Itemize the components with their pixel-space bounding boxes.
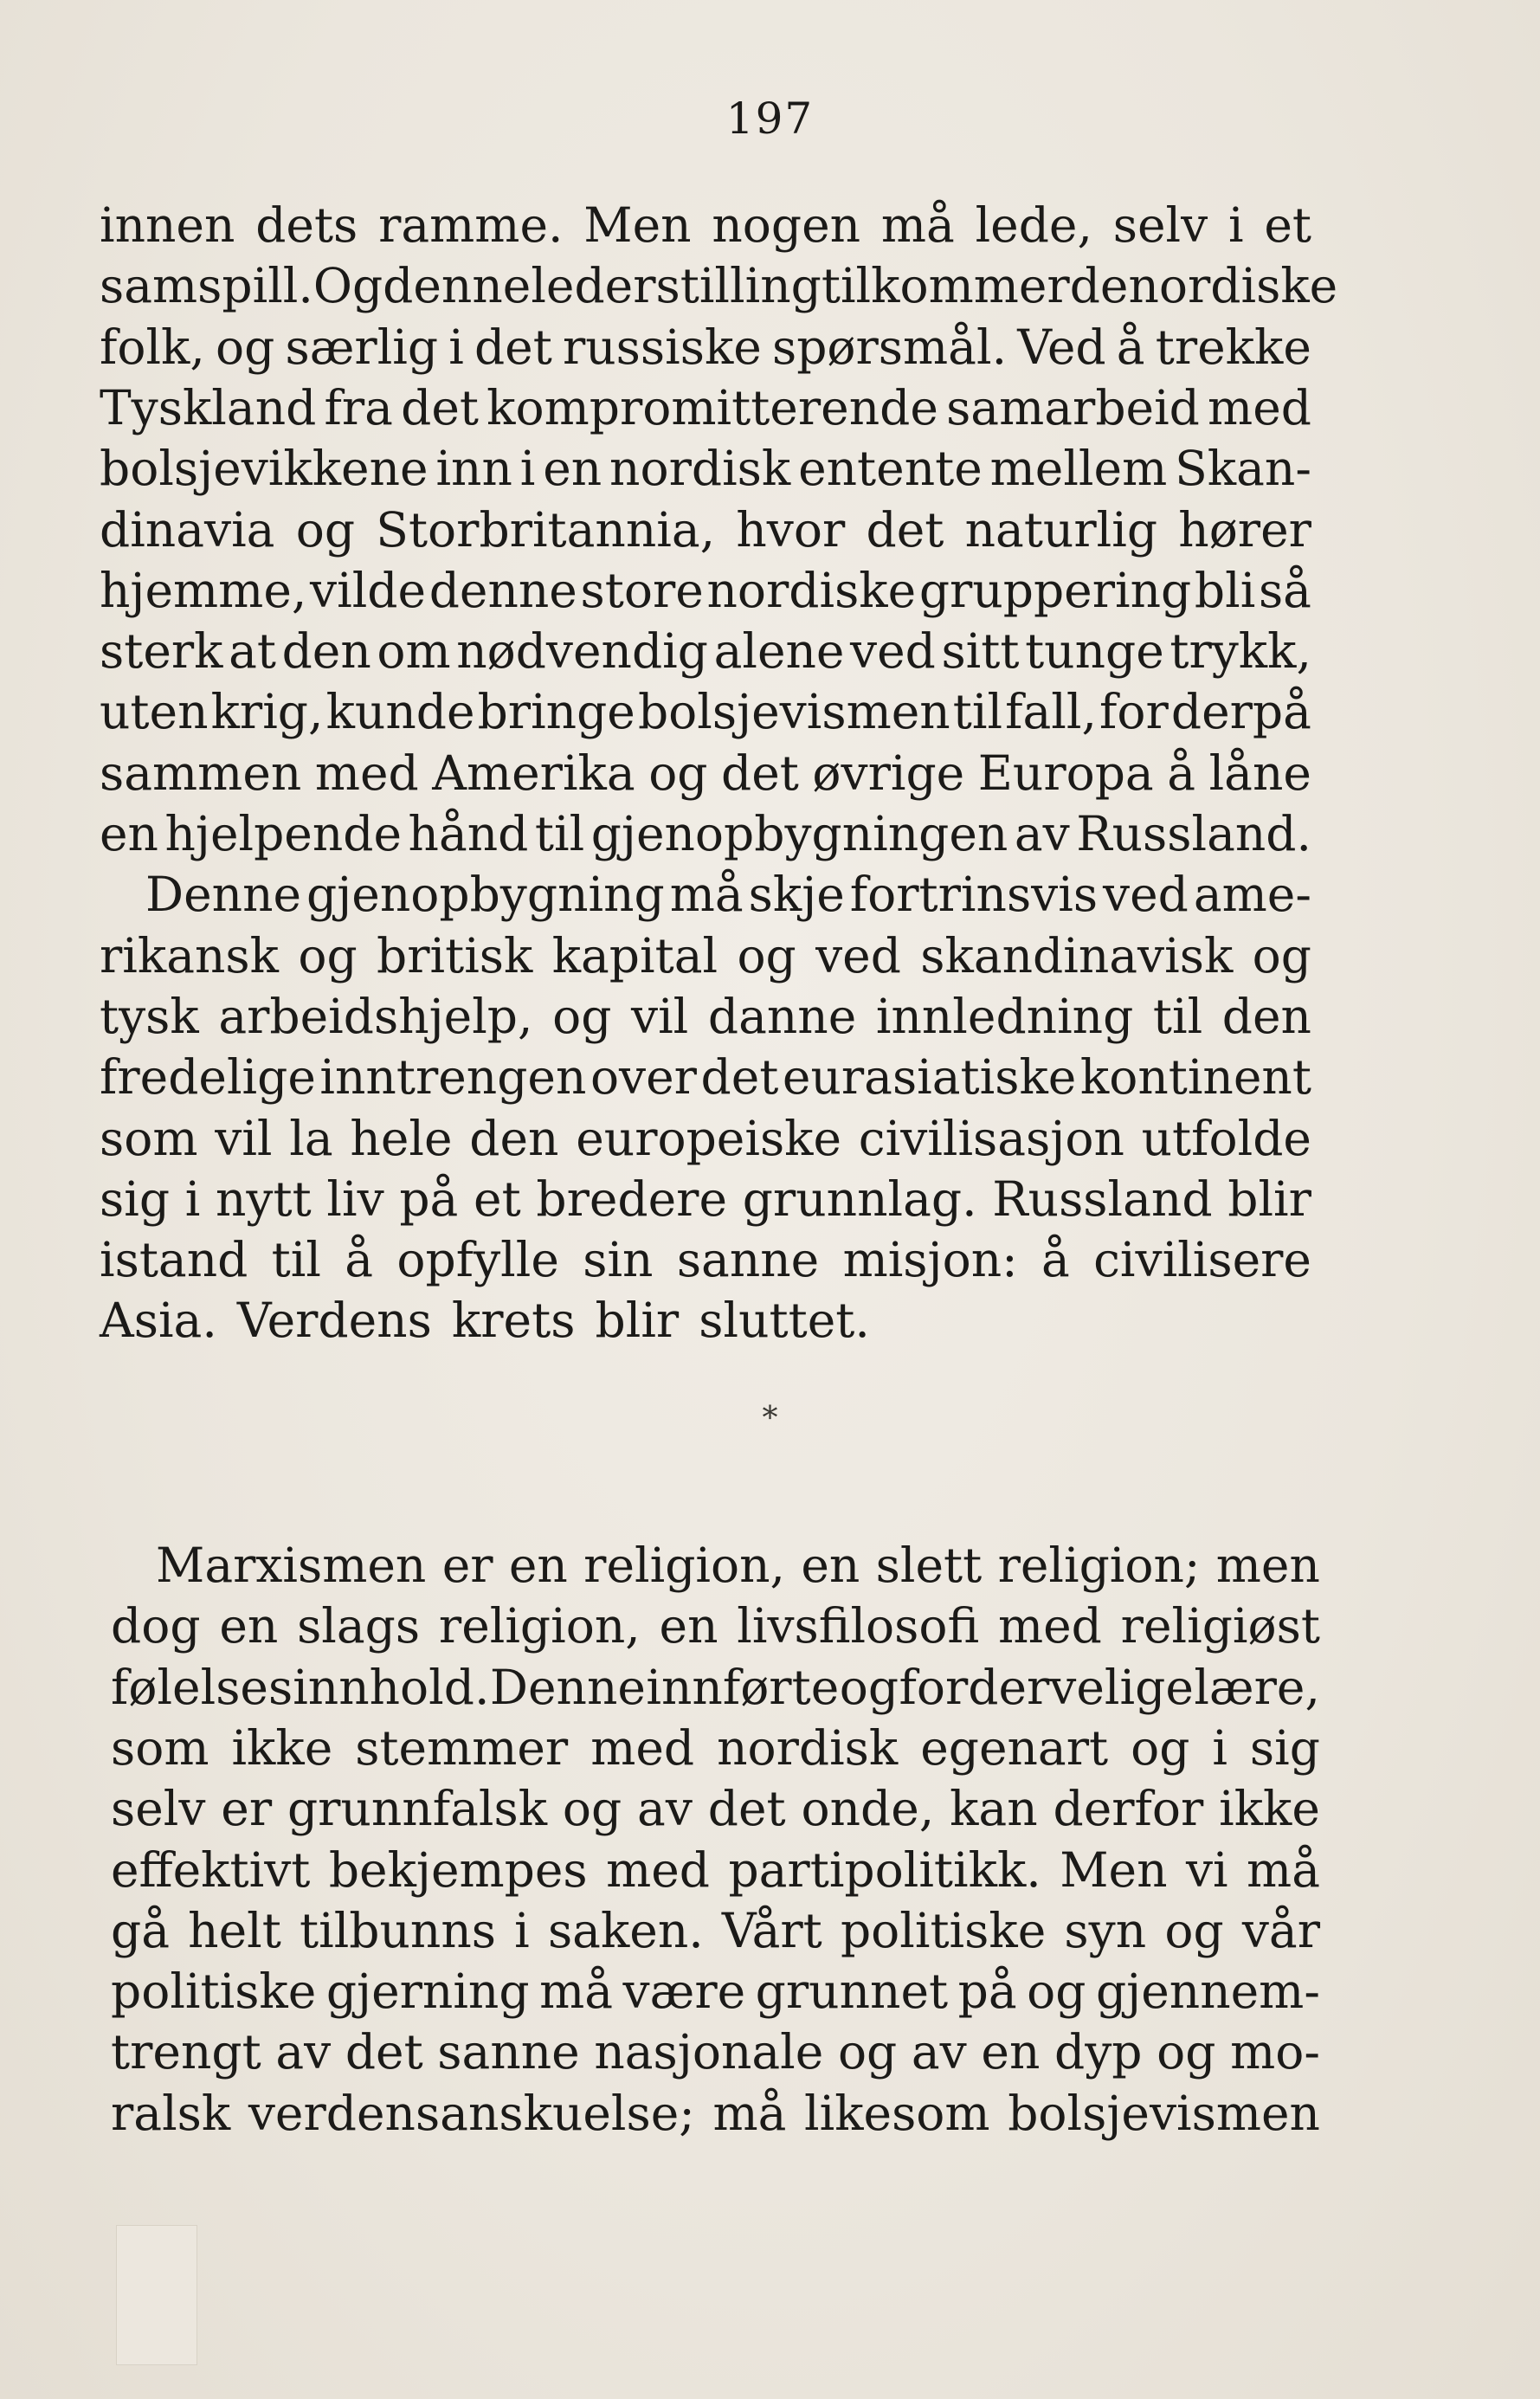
word: eurasiatiske — [782, 1049, 1077, 1105]
word: onde, — [801, 1781, 935, 1836]
word: arbeidshjelp, — [218, 989, 533, 1044]
word: det — [721, 745, 799, 801]
word: det — [700, 1049, 779, 1105]
word: kan — [950, 1781, 1038, 1836]
word: religion, — [583, 1538, 786, 1593]
word: dog — [111, 1598, 201, 1654]
word: grunnet — [755, 1964, 949, 2019]
word: Storbritannia, — [376, 502, 716, 558]
word: utfolde — [1141, 1111, 1311, 1166]
word: vår — [1241, 1903, 1320, 1958]
word: tilbunns — [300, 1903, 496, 1958]
word: trykk, — [1169, 623, 1311, 679]
word: i — [514, 1903, 530, 1958]
word: øvrige — [812, 745, 965, 801]
word: Vårt — [721, 1903, 822, 1958]
word: nødvendig — [456, 623, 708, 679]
word: ved — [850, 623, 936, 679]
word: fra — [324, 380, 393, 435]
word: som — [111, 1720, 209, 1776]
word: sitt — [941, 623, 1020, 679]
word: Denne — [489, 1660, 646, 1715]
word: likesom — [804, 2086, 990, 2141]
text-line — [100, 621, 1311, 681]
word: og — [839, 1660, 899, 1715]
word: nytt — [216, 1171, 312, 1227]
word: at — [229, 623, 276, 679]
text-line — [100, 986, 1311, 1047]
word: dets — [255, 197, 358, 253]
word: gjenopbygning — [306, 867, 665, 922]
word: følelsesinnhold. — [111, 1660, 490, 1715]
word: må — [712, 2086, 787, 2141]
word: lede, — [975, 197, 1092, 253]
word: slett — [875, 1538, 983, 1593]
word: ralsk — [111, 2086, 231, 2141]
word: ved — [1103, 867, 1189, 922]
word: gjerning — [325, 1964, 530, 2019]
word: de — [1069, 258, 1129, 313]
word: skje — [748, 867, 845, 922]
word: inntrengen — [319, 1049, 587, 1105]
word: civilisere — [1093, 1232, 1311, 1287]
word: grunnlag. — [742, 1171, 977, 1227]
word: folk, — [100, 319, 205, 375]
word: Marxismen — [156, 1538, 427, 1593]
word: fall, — [1005, 684, 1097, 739]
word: det — [707, 1781, 786, 1836]
word: nordisk — [609, 441, 791, 496]
word: bringe — [477, 684, 635, 739]
word: Denne — [145, 867, 302, 922]
word: med — [606, 1842, 710, 1898]
text-line — [145, 864, 1311, 925]
word: et — [474, 1171, 521, 1227]
text-line — [100, 1169, 1311, 1229]
word: og — [737, 928, 796, 983]
word: tunge — [1025, 623, 1164, 679]
word: sin — [583, 1232, 654, 1287]
text-line — [100, 803, 1311, 864]
text-line — [100, 377, 1311, 438]
word: vil — [215, 1111, 273, 1166]
word: trekke — [1155, 319, 1311, 375]
word: bolsjevismen — [637, 684, 950, 739]
word: blir — [595, 1293, 680, 1348]
text-line — [100, 1047, 1311, 1107]
word: vi — [1185, 1842, 1228, 1898]
word: gå — [111, 1903, 170, 1958]
text-line — [111, 1900, 1320, 1961]
word: sluttet. — [699, 1293, 870, 1348]
word: hvor — [736, 502, 846, 558]
word: sanne — [437, 2024, 580, 2080]
word: en — [219, 1598, 279, 1654]
word: må — [1247, 1842, 1320, 1898]
word: å — [1116, 319, 1145, 375]
word: rikansk — [100, 928, 279, 983]
word: derpå — [1170, 684, 1311, 739]
text-line — [111, 2022, 1320, 2082]
section-separator: * — [762, 1401, 778, 1436]
word: i — [1227, 197, 1244, 253]
word: og — [552, 989, 612, 1044]
word: den — [1221, 989, 1311, 1044]
word: av — [275, 2024, 332, 2080]
word: krig, — [210, 684, 324, 739]
text-line — [100, 560, 1311, 621]
word: om — [377, 623, 451, 679]
word: sig — [1249, 1720, 1320, 1776]
word: i — [1212, 1720, 1227, 1776]
word: hjelpende — [164, 806, 403, 861]
word: samspill. — [100, 258, 313, 313]
word: sammen — [100, 745, 302, 801]
word: opfylle — [396, 1232, 559, 1287]
word: og — [1164, 1903, 1224, 1958]
word: sterk — [100, 623, 223, 679]
word: ramme. — [378, 197, 564, 253]
word: lære, — [1194, 1660, 1320, 1715]
word: derfor — [1053, 1781, 1204, 1836]
word: sanne — [676, 1232, 820, 1287]
word: den — [281, 623, 371, 679]
word: store — [580, 563, 704, 618]
text-line — [111, 1657, 1320, 1718]
word: et — [1264, 197, 1311, 253]
word: bli — [1194, 563, 1256, 618]
word: Amerika — [432, 745, 635, 801]
word: er — [441, 1538, 493, 1593]
word: til — [534, 806, 585, 861]
word: istand — [100, 1232, 248, 1287]
word: Ved — [1017, 319, 1106, 375]
word: Verdens — [236, 1293, 432, 1348]
word: og — [1252, 928, 1311, 983]
word: gjennem- — [1095, 1964, 1320, 2019]
word: ikke — [1219, 1781, 1320, 1836]
text-line — [111, 2083, 1320, 2144]
word: å — [1041, 1232, 1070, 1287]
text-line — [111, 1596, 1320, 1656]
word: på — [399, 1171, 459, 1227]
word: det — [474, 319, 552, 375]
word: ame- — [1193, 867, 1311, 922]
word: det — [866, 502, 944, 558]
word: politiske — [111, 1964, 317, 2019]
word: blir — [1227, 1171, 1311, 1227]
word: sig — [100, 1171, 171, 1227]
word: vil — [631, 989, 689, 1044]
word: alene — [713, 623, 845, 679]
word: fredelige — [100, 1049, 316, 1105]
word: religion, — [438, 1598, 641, 1654]
word: av — [911, 2024, 967, 2080]
word: russiske — [562, 319, 762, 375]
word: ikke — [231, 1720, 333, 1776]
word: europeiske — [576, 1111, 842, 1166]
word: og — [1131, 1720, 1190, 1776]
word: så — [1258, 563, 1311, 618]
word: bekjempes — [328, 1842, 588, 1898]
word: effektivt — [111, 1842, 311, 1898]
word: misjon: — [842, 1232, 1018, 1287]
text-line — [100, 1108, 1311, 1169]
text-line — [100, 1229, 1311, 1290]
word: civilisasjon — [858, 1111, 1124, 1166]
word: fortrinsvis — [849, 867, 1099, 922]
word: nasjonale — [594, 2024, 824, 2080]
text-line — [111, 1961, 1320, 2022]
text-line — [100, 1290, 1311, 1351]
word: og — [837, 2024, 898, 2080]
word: en — [100, 806, 158, 861]
word: stemmer — [355, 1720, 569, 1776]
word: religion; — [997, 1538, 1201, 1593]
word: danne — [707, 989, 857, 1044]
word: med — [314, 745, 419, 801]
word: dyp — [1054, 2024, 1143, 2080]
word: i — [519, 441, 536, 496]
text-line — [100, 195, 1311, 255]
word: på — [957, 1964, 1017, 2019]
word: politiske — [840, 1903, 1047, 1958]
word: og — [295, 502, 356, 558]
word: er — [221, 1781, 273, 1836]
word: inn — [435, 441, 512, 496]
word: Men — [583, 197, 692, 253]
word: hånd — [408, 806, 529, 861]
word: som — [100, 1111, 198, 1166]
word: uten — [100, 684, 209, 739]
word: nordiske — [706, 563, 917, 618]
word: skandinavisk — [920, 928, 1234, 983]
word: liv — [326, 1171, 384, 1227]
word: og — [648, 745, 708, 801]
text-line — [100, 500, 1311, 560]
word: gruppering — [918, 563, 1192, 618]
word: tilkommer — [821, 258, 1070, 313]
text-line — [156, 1535, 1320, 1596]
word: saken. — [547, 1903, 704, 1958]
word: en — [981, 2024, 1041, 2080]
word: livsfilosofi — [737, 1598, 980, 1654]
word: Russland. — [1076, 806, 1311, 861]
word: selv — [1112, 197, 1208, 253]
word: av — [1014, 806, 1070, 861]
word: med — [590, 1720, 695, 1776]
word: den — [469, 1111, 559, 1166]
word: Europa — [977, 745, 1154, 801]
word: kunde — [325, 684, 475, 739]
word: Asia. — [100, 1293, 217, 1348]
text-line — [100, 925, 1311, 986]
word: en — [659, 1598, 718, 1654]
word: hele — [350, 1111, 453, 1166]
word: gjenopbygningen — [590, 806, 1008, 861]
word: innledning — [875, 989, 1134, 1044]
word: Og — [313, 258, 383, 313]
word: denne — [383, 258, 532, 313]
word: slags — [297, 1598, 421, 1654]
word: lederstilling — [531, 258, 822, 313]
word: innen — [100, 197, 235, 253]
word: og — [562, 1781, 622, 1836]
word: partipolitikk. — [728, 1842, 1041, 1898]
word: denne — [428, 563, 577, 618]
word: en — [801, 1538, 860, 1593]
word: en — [543, 441, 602, 496]
word: og — [216, 319, 275, 375]
word: og — [298, 928, 358, 983]
word: hjemme, — [100, 563, 307, 618]
word: til — [271, 1232, 321, 1287]
word: mo- — [1230, 2024, 1320, 2080]
word: en — [508, 1538, 568, 1593]
word: være — [622, 1964, 746, 2019]
word: Russland — [992, 1171, 1213, 1227]
word: trengt — [111, 2024, 261, 2080]
word: det — [345, 2024, 423, 2080]
word: av — [637, 1781, 693, 1836]
text-line — [100, 681, 1311, 742]
word: bolsjevismen — [1008, 2086, 1320, 2141]
word: kompromitterende — [486, 380, 938, 435]
word: i — [448, 319, 464, 375]
word: til — [952, 684, 1003, 739]
word: det — [401, 380, 479, 435]
word: bolsjevikkene — [100, 441, 428, 496]
word: med — [997, 1598, 1102, 1654]
word: til — [1152, 989, 1203, 1044]
word: syn — [1064, 1903, 1147, 1958]
word: naturlig — [964, 502, 1158, 558]
word: hører — [1178, 502, 1311, 558]
text-line — [100, 317, 1311, 377]
word: selv — [111, 1781, 206, 1836]
word: må — [669, 867, 744, 922]
word: bredere — [536, 1171, 728, 1227]
word: fordervelige — [899, 1660, 1194, 1715]
word: helt — [188, 1903, 281, 1958]
word: Tyskland — [100, 380, 317, 435]
text-line — [111, 1840, 1320, 1900]
word: for — [1099, 684, 1169, 739]
word: verdensanskuelse; — [248, 2086, 695, 2141]
page-number: 197 — [725, 94, 815, 144]
word: grunnfalsk — [287, 1781, 548, 1836]
word: entente — [798, 441, 983, 496]
text-line — [100, 255, 1338, 316]
word: låne — [1208, 745, 1311, 801]
word: med — [1208, 380, 1311, 435]
word: vilde — [310, 563, 427, 618]
word: må — [539, 1964, 614, 2019]
word: kontinent — [1079, 1049, 1311, 1105]
word: religiøst — [1120, 1598, 1320, 1654]
word: mellem — [989, 441, 1168, 496]
text-line — [111, 1778, 1320, 1839]
word: innførte — [646, 1660, 840, 1715]
word: særlig — [285, 319, 439, 375]
word: la — [289, 1111, 333, 1166]
word: nordiske — [1128, 258, 1338, 313]
page-edge-mark — [116, 2225, 197, 2365]
word: kapital — [551, 928, 718, 983]
word: britisk — [377, 928, 533, 983]
word: å — [345, 1232, 374, 1287]
text-line — [111, 1718, 1320, 1778]
word: men — [1215, 1538, 1320, 1593]
word: Men — [1060, 1842, 1168, 1898]
word: må — [880, 197, 955, 253]
word: nogen — [712, 197, 861, 253]
word: over — [590, 1049, 697, 1105]
word: egenart — [920, 1720, 1109, 1776]
word: Skan- — [1175, 441, 1311, 496]
word: å — [1167, 745, 1196, 801]
word: samarbeid — [946, 380, 1200, 435]
word: nordisk — [717, 1720, 899, 1776]
word: spørsmål. — [771, 319, 1008, 375]
word: dinavia — [100, 502, 275, 558]
text-line — [100, 743, 1311, 803]
text-line — [100, 438, 1311, 499]
word: krets — [451, 1293, 576, 1348]
word: og — [1027, 1964, 1086, 2019]
word: og — [1157, 2024, 1216, 2080]
word: tysk — [100, 989, 199, 1044]
word: ved — [815, 928, 901, 983]
word: i — [184, 1171, 201, 1227]
